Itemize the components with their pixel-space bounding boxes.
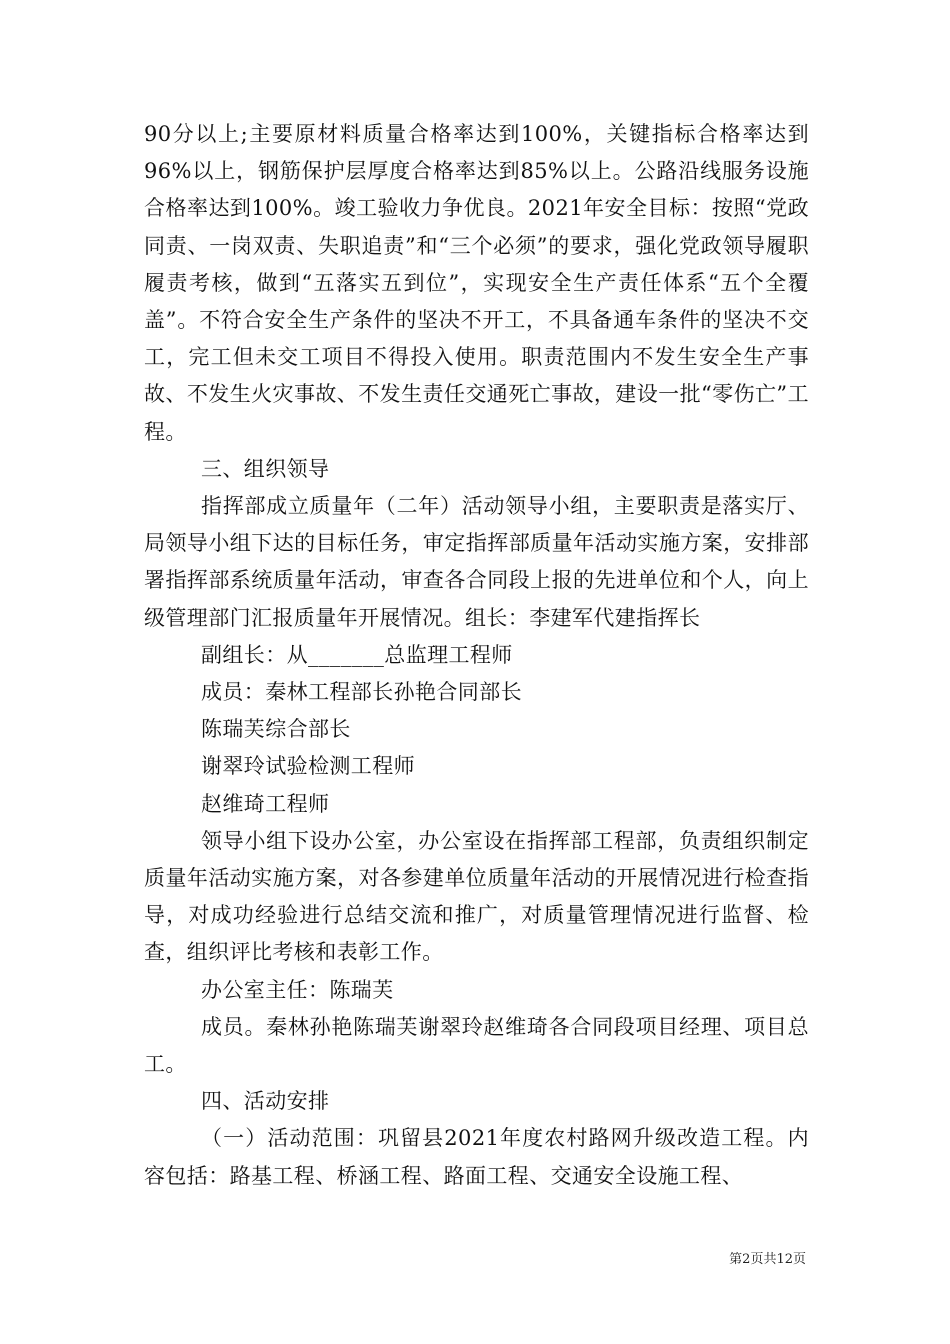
office-members-line: 成员。秦林孙艳陈瑞芙谢翠玲赵维琦各合同段项目经理、项目总工。: [144, 1014, 809, 1077]
office-director-line: 办公室主任：陈瑞芙: [201, 977, 394, 1002]
page-number-footer: 第2页共12页: [729, 1252, 806, 1267]
section-heading-organization: 三、组织领导: [201, 456, 330, 481]
members-line-3: 谢翠玲试验检测工程师: [201, 754, 415, 779]
paragraph-leadership-group: 指挥部成立质量年（二年）活动领导小组，主要职责是落实厅、局领导小组下达的目标任务，审定指挥部质量年活动实施方案，安排部署指挥部系统质量年活动，审查各合同段上报的先进单位和个人，向上级管理部门汇报质量年开展情况。组长：李建军代建指挥长: [144, 494, 809, 630]
members-line-1: 成员：秦林工程部长孙艳合同部长: [201, 680, 522, 705]
section-heading-activities: 四、活动安排: [201, 1089, 330, 1114]
members-line-2: 陈瑞芙综合部长: [201, 717, 351, 742]
paragraph-office-duties: 领导小组下设办公室，办公室设在指挥部工程部，负责组织制定质量年活动实施方案，对各参建单位质量年活动的开展情况进行检查指导，对成功经验进行总结交流和推广，对质量管理情况进行监督、检查，组织评比考核和表彰工作。: [144, 828, 809, 965]
document-body: [144, 116, 809, 1195]
deputy-leader-line: 副组长：从_______总监理工程师: [201, 642, 513, 667]
members-line-4: 赵维琦工程师: [201, 791, 330, 816]
paragraph-activity-scope: （一）活动范围：巩留县2021年度农村路网升级改造工程。内容包括：路基工程、桥涵工程、路面工程、交通安全设施工程、: [144, 1126, 809, 1188]
paragraph-quality-safety-targets: 90分以上;主要原材料质量合格率达到100%，关键指标合格率达到96%以上，钢筋保护层厚度合格率达到85%以上。公路沿线服务设施合格率达到100%。竣工验收力争优良。2021年安全目标：按照“党政同责、一岗双责、失职追责”和“三个必须”的要求，强化党政领导履职履责考核，做到“五落实五到位”，实现安全生产责任体系“五个全覆盖”。不符合安全生产条件的坚决不开工，不具备通车条件的坚决不交工，完工但未交工项目不得投入使用。职责范围内不发生安全生产事故、不发生火灾事故、不发生责任交通死亡事故，建设一批“零伤亡”工程。: [144, 122, 809, 444]
